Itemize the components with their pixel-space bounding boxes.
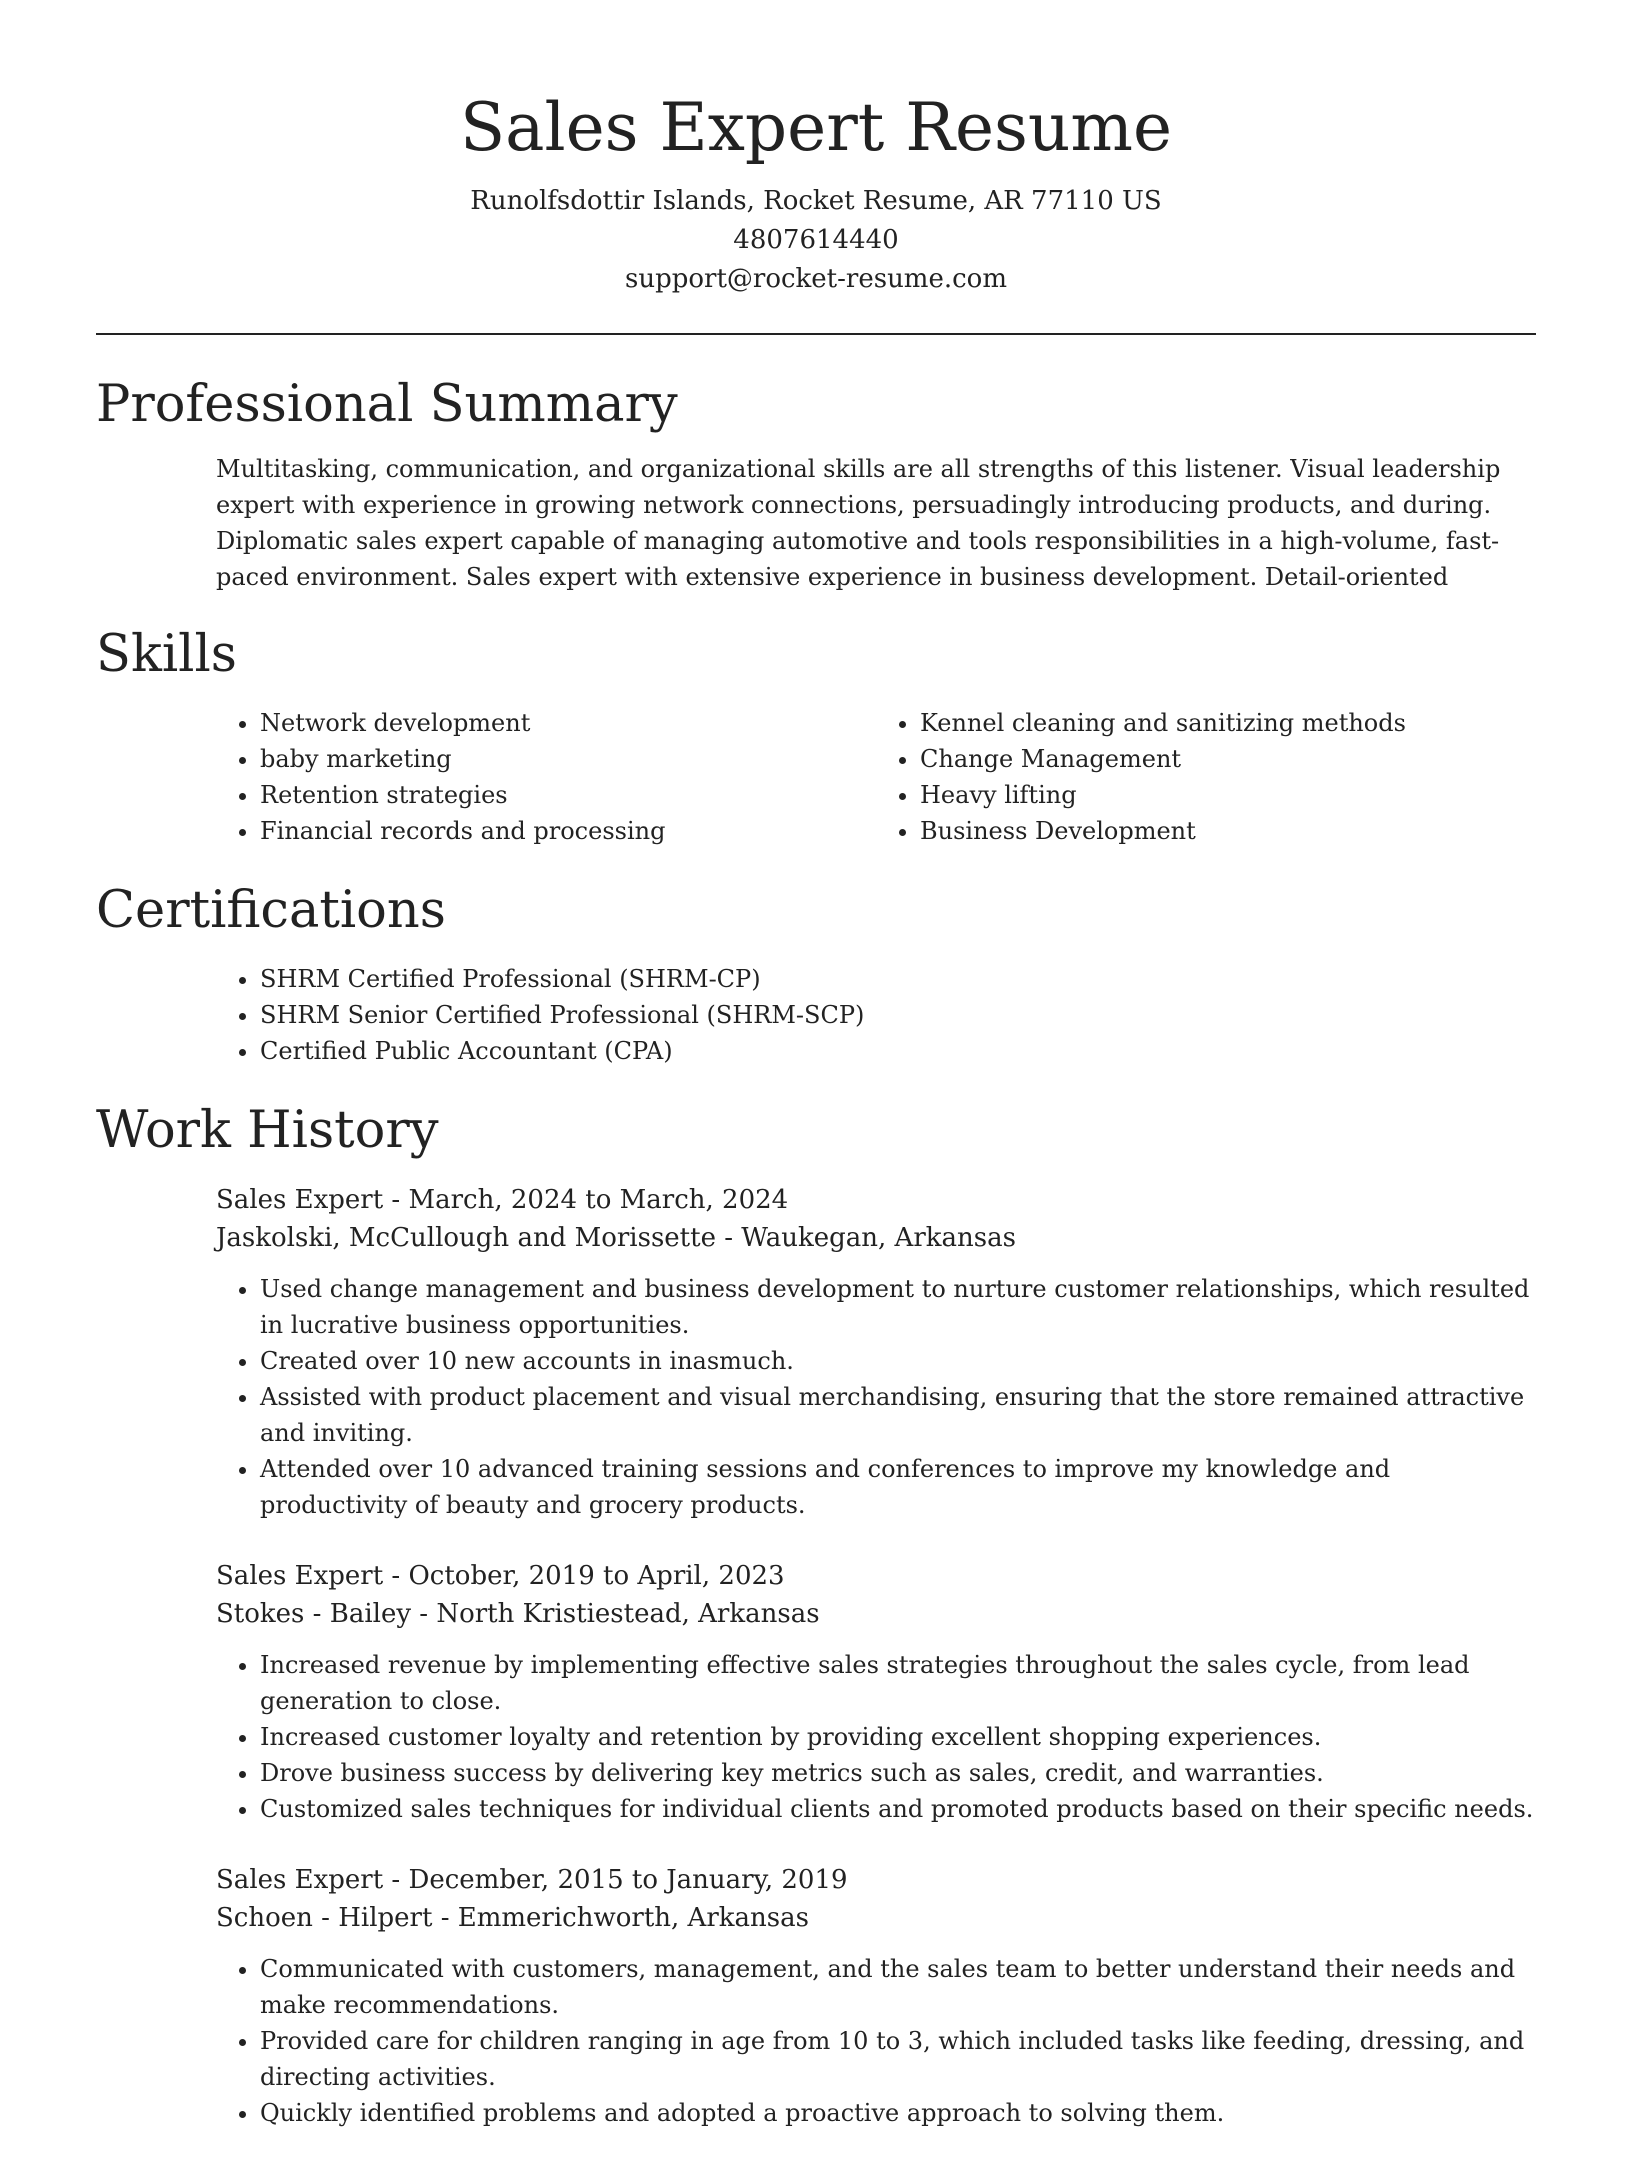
job-bullets — [216, 1271, 1536, 1523]
job-location: - North Kristiestead, Arkansas — [411, 1599, 820, 1629]
job-entry — [216, 1181, 1536, 1523]
job-company-line — [216, 1219, 1536, 1257]
job-bullet: • Quickly identified problems and adopted a proactive approach to solving them. — [260, 2095, 1536, 2131]
job-company: Jaskolski, McCullough and Morissette — [216, 1223, 716, 1253]
contact-block — [96, 182, 1536, 299]
resume-page — [96, 0, 1536, 2165]
job-role: Sales Expert — [216, 1185, 384, 1215]
skill-item: • Change Management — [920, 741, 1536, 777]
resume-header — [96, 0, 1536, 299]
contact-phone: 4807614440 — [733, 225, 899, 255]
skill-item: • Financial records and processing — [260, 813, 876, 849]
job-bullet: • Created over 10 new accounts in inasmuch. — [260, 1343, 1536, 1379]
skill-item: • Network development — [260, 705, 876, 741]
skill-item: • Retention strategies — [260, 777, 876, 813]
certifications-heading: Certifications — [96, 881, 446, 940]
job-bullet: • Assisted with product placement and visual merchandising, ensuring that the store remained attractive and inviting. — [260, 1379, 1536, 1451]
job-bullet: • Attended over 10 advanced training sessions and conferences to improve my knowledge and productivity of beauty and grocery products. — [260, 1451, 1536, 1523]
job-dates: - October, 2019 to April, 2023 — [383, 1561, 785, 1591]
contact-address: Runolfsdottir Islands, Rocket Resume, AR 77110 US — [470, 186, 1162, 216]
skill-item: • Heavy lifting — [920, 777, 1536, 813]
summary-heading: Professional Summary — [96, 375, 678, 434]
job-bullet: • Used change management and business development to nurture customer relationships, which resulted in lucrative business opportunities. — [260, 1271, 1536, 1343]
certification-item: • SHRM Certified Professional (SHRM-CP) — [260, 961, 1536, 997]
summary-section — [96, 373, 1536, 595]
job-entry — [216, 1557, 1536, 1827]
contact-email: support@rocket-resume.com — [624, 264, 1007, 294]
job-company-line — [216, 1899, 1536, 1937]
job-bullet: • Communicated with customers, management, and the sales team to better understand their needs and make recommendations. — [260, 1951, 1536, 2023]
certification-item: • SHRM Senior Certified Professional (SHRM-SCP) — [260, 997, 1536, 1033]
job-title-line — [216, 1861, 1536, 1899]
skills-section — [96, 623, 1536, 849]
job-dates: - March, 2024 to March, 2024 — [383, 1185, 789, 1215]
skills-grid — [216, 705, 1536, 849]
job-location: - Waukegan, Arkansas — [715, 1223, 1016, 1253]
job-bullet: • Drove business success by delivering key metrics such as sales, credit, and warranties. — [260, 1755, 1536, 1791]
job-role: Sales Expert — [216, 1561, 384, 1591]
job-bullets — [216, 1647, 1536, 1827]
certifications-section — [96, 879, 1536, 1069]
certifications-list — [216, 961, 1536, 1069]
skill-item: • Business Development — [920, 813, 1536, 849]
job-title-line — [216, 1181, 1536, 1219]
header-divider — [96, 333, 1536, 335]
job-entry — [216, 1861, 1536, 2131]
job-location: - Emmerichworth, Arkansas — [432, 1903, 809, 1933]
skill-item: • baby marketing — [260, 741, 876, 777]
skills-heading: Skills — [96, 625, 237, 684]
certification-item: • Certified Public Accountant (CPA) — [260, 1033, 1536, 1069]
job-title-line — [216, 1557, 1536, 1595]
job-bullet: • Customized sales techniques for individual clients and promoted products based on their specific needs. — [260, 1791, 1536, 1827]
skills-list-right — [876, 705, 1536, 849]
resume-title: Sales Expert Resume — [459, 89, 1173, 166]
job-bullet: • Increased revenue by implementing effective sales strategies throughout the sales cycle, from lead generation to close. — [260, 1647, 1536, 1719]
skills-list-left — [216, 705, 876, 849]
work-history-section — [96, 1099, 1536, 2131]
job-bullet: • Provided care for children ranging in age from 10 to 3, which included tasks like feeding, dressing, and directing activities. — [260, 2023, 1536, 2095]
job-company: Stokes - Bailey — [216, 1599, 412, 1629]
job-bullets — [216, 1951, 1536, 2131]
job-company-line — [216, 1595, 1536, 1633]
job-company: Schoen - Hilpert — [216, 1903, 433, 1933]
job-bullet: • Increased customer loyalty and retention by providing excellent shopping experiences. — [260, 1719, 1536, 1755]
skill-item: • Kennel cleaning and sanitizing methods — [920, 705, 1536, 741]
job-role: Sales Expert — [216, 1865, 384, 1895]
job-dates: - December, 2015 to January, 2019 — [383, 1865, 848, 1895]
work-history-heading: Work History — [96, 1101, 439, 1160]
summary-text: Multitasking, communication, and organizational skills are all strengths of this listener. Visual leadership expert with experience in growing network connections, persuadingly introducing products, and during. Diplomatic sales expert capable of managing automotive and tools responsibilities in a high-volume, fast-paced environment. Sales expert with extensive experience in business development. Detail-oriented — [216, 455, 1501, 591]
